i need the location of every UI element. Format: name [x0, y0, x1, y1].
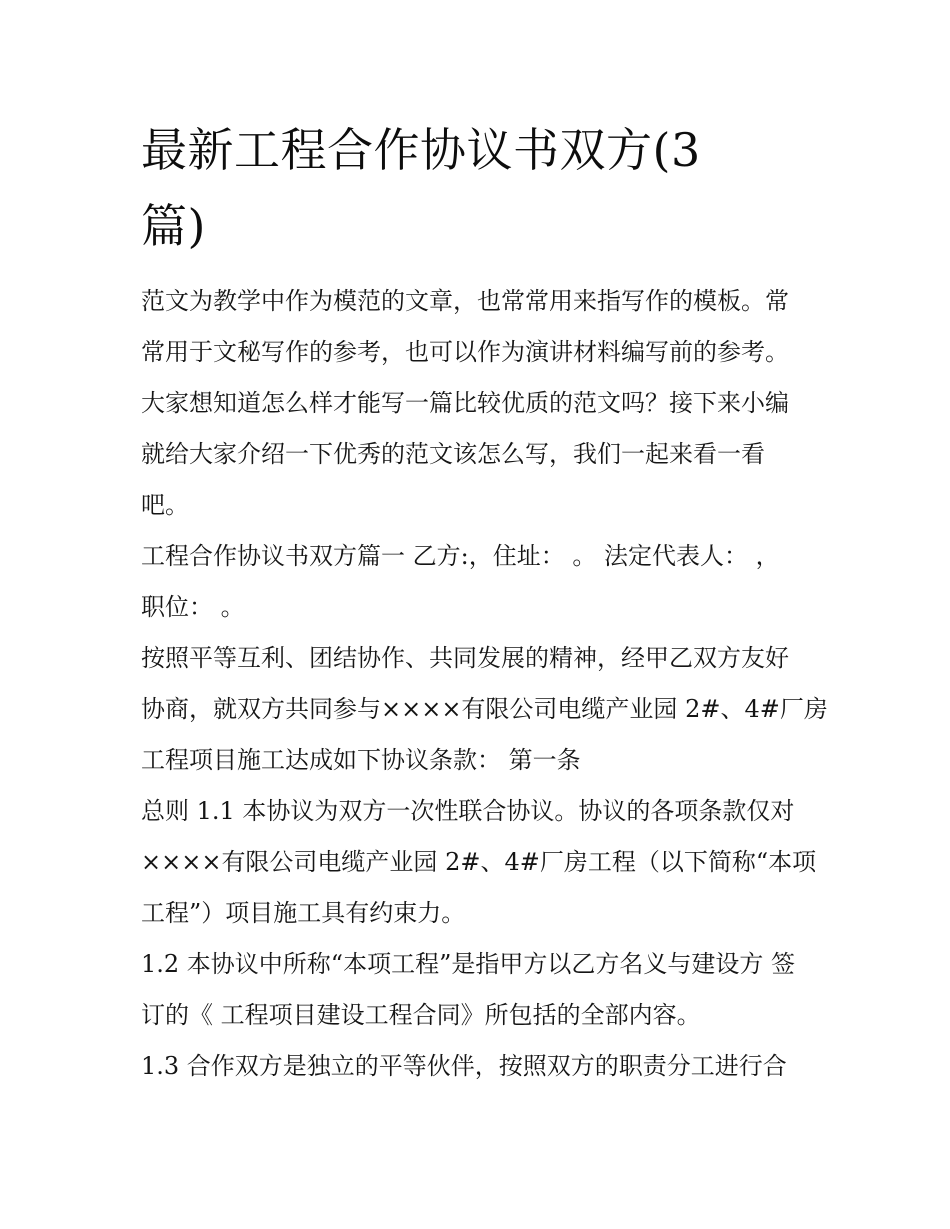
text-line: 订的《 工程项目建设工程合同》所包括的全部内容。 [141, 1001, 701, 1029]
clause-1-1-paragraph [141, 786, 817, 939]
text-line: 吧。 [141, 491, 189, 519]
preamble-paragraph [141, 633, 828, 786]
intro-paragraph [141, 276, 817, 531]
title-line: 最新工程合作协议书双方(3 [141, 123, 701, 177]
text-line: 总则 1.1 本协议为双方一次性联合协议。协议的各项条款仅对 [141, 797, 795, 825]
text-line: 职位： 。 [141, 593, 245, 621]
text-line: ××××有限公司电缆产业园 2#、4#厂房工程（以下简称“本项 [141, 848, 817, 876]
text-line: 范文为教学中作为模范的文章，也常常用来指写作的模板。常 [141, 287, 789, 315]
document-body [141, 276, 828, 1092]
text-line: 工程”）项目施工具有约束力。 [141, 899, 466, 927]
text-line: 1.2 本协议中所称“本项工程”是指甲方以乙方名义与建设方 签 [141, 950, 795, 978]
party-info-paragraph [141, 531, 817, 633]
title-line: 篇) [141, 199, 206, 253]
clause-1-2-paragraph [141, 939, 817, 1041]
text-line: 大家想知道怎么样才能写一篇比较优质的范文吗？接下来小编 [141, 389, 789, 417]
text-line: 工程合作协议书双方篇一 乙方:，住址： 。 法定代表人： ， [141, 542, 780, 570]
clause-1-3-paragraph [141, 1041, 817, 1092]
text-line: 常用于文秘写作的参考，也可以作为演讲材料编写前的参考。 [141, 338, 789, 366]
document-title [141, 112, 781, 264]
text-line: 协商，就双方共同参与××××有限公司电缆产业园 2#、4#厂房 [141, 695, 828, 723]
text-line: 1.3 合作双方是独立的平等伙伴，按照双方的职责分工进行合 [141, 1052, 787, 1080]
text-line: 工程项目施工达成如下协议条款： 第一条 [141, 746, 581, 774]
text-line: 按照平等互利、团结协作、共同发展的精神，经甲乙双方友好 [141, 644, 789, 672]
text-line: 就给大家介绍一下优秀的范文该怎么写，我们一起来看一看 [141, 440, 765, 468]
